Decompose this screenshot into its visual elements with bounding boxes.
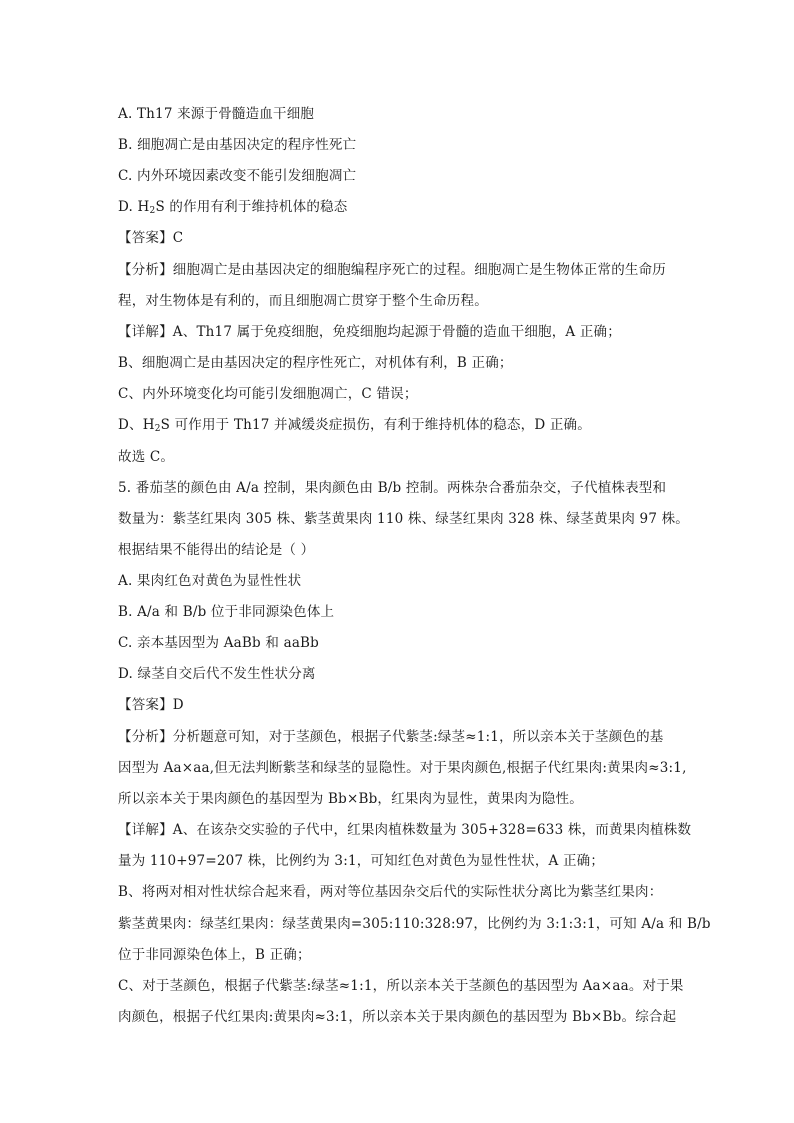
q4-option-c: C. 内外环境因素改变不能引发细胞凋亡: [118, 168, 357, 184]
q5-analysis-line: 【分析】分析题意可知，对于茎颜色，根据子代紫茎:绿茎≈1:1，所以亲本关于茎颜色的基: [118, 729, 664, 745]
q5-detail-line: 肉颜色，根据子代红果肉:黄果肉≈3:1，所以亲本关于果肉颜色的基因型为 Bb×Bb。综合起: [118, 1009, 677, 1025]
q4-option-d-suffix: S 的作用有利于维持机体的稳态: [155, 199, 348, 215]
q5-stem-line: 根据结果不能得出的结论是（ ）: [118, 542, 315, 558]
q5-analysis-line: 因型为 Aa×aa,但无法判断紫茎和绿茎的显隐性。对于果肉颜色,根据子代红果肉:黄果肉≈3:1,: [118, 760, 687, 776]
q4-option-a: A. Th17 来源于骨髓造血干细胞: [118, 106, 315, 122]
q5-detail-line: 位于非同源染色体上，B 正确；: [118, 947, 311, 963]
q4-option-d-prefix: D. H: [118, 199, 150, 215]
q4-detail-line: B、细胞凋亡是由基因决定的程序性死亡，对机体有利，B 正确；: [118, 355, 513, 371]
q5-option-a: A. 果肉红色对黄色为显性性状: [118, 573, 302, 589]
q4-answer: 【答案】C: [118, 230, 184, 246]
q5-stem-line: 5. 番茄茎的颜色由 A/a 控制，果肉颜色由 B/b 控制。两株杂合番茄杂交，子代植株表型和: [118, 480, 667, 496]
q5-stem-line: 数量为：紫茎红果肉 305 株、紫茎黄果肉 110 株、绿茎红果肉 328 株、绿茎黄果肉 97 株。: [118, 511, 690, 527]
q4-analysis-line: 【分析】细胞凋亡是由基因决定的细胞编程序死亡的过程。细胞凋亡是生物体正常的生命历: [118, 262, 666, 278]
q5-option-c: C. 亲本基因型为 AaBb 和 aaBb: [118, 635, 320, 651]
q4-detail-suffix: S 可作用于 Th17 并减缓炎症损伤，有利于维持机体的稳态，D 正确。: [160, 417, 591, 433]
q4-option-d: [118, 197, 683, 221]
q4-detail-line: C、内外环境变化均可能引发细胞凋亡，C 错误；: [118, 386, 418, 402]
q5-option-d: D. 绿茎自交后代不发生性状分离: [118, 666, 316, 682]
q4-detail-line: [118, 415, 683, 439]
q5-detail-line: 【详解】A、在该杂交实验的子代中，红果肉植株数量为 305+328=633 株，而黄果肉植株数: [118, 822, 692, 838]
q4-detail-subscript: 2: [154, 424, 161, 434]
q4-analysis-line: 程，对生物体是有利的，而且细胞凋亡贯穿于整个生命历程。: [118, 293, 488, 309]
q4-option-d-subscript: 2: [149, 206, 156, 216]
q5-detail-line: C、对于茎颜色，根据子代紫茎:绿茎≈1:1，所以亲本关于茎颜色的基因型为 Aa×aa。对于果: [118, 978, 684, 994]
q5-option-b: B. A/a 和 B/b 位于非同源染色体上: [118, 604, 335, 620]
q4-option-b: B. 细胞凋亡是由基因决定的程序性死亡: [118, 137, 357, 153]
q5-analysis-line: 所以亲本关于果肉颜色的基因型为 Bb×Bb，红果肉为显性，黄果肉为隐性。: [118, 791, 583, 807]
q5-answer: 【答案】D: [118, 697, 184, 713]
q5-detail-line: 紫茎黄果肉：绿茎红果肉：绿茎黄果肉=305:110:328:97，比例约为 3:1:3:1，可知 A/a 和 B/b: [118, 916, 711, 932]
q4-detail-prefix: D、H: [118, 417, 155, 433]
q5-detail-line: 量为 110+97=207 株，比例约为 3:1，可知红色对黄色为显性性状，A 正确；: [118, 853, 605, 869]
q4-detail-line: 【详解】A、Th17 属于免疫细胞，免疫细胞均起源于骨髓的造血干细胞，A 正确；: [118, 324, 621, 340]
q4-conclusion: 故选 C。: [118, 449, 175, 465]
q5-detail-line: B、将两对相对性状综合起来看，两对等位基因杂交后代的实际性状分离比为紫茎红果肉：: [118, 884, 663, 900]
